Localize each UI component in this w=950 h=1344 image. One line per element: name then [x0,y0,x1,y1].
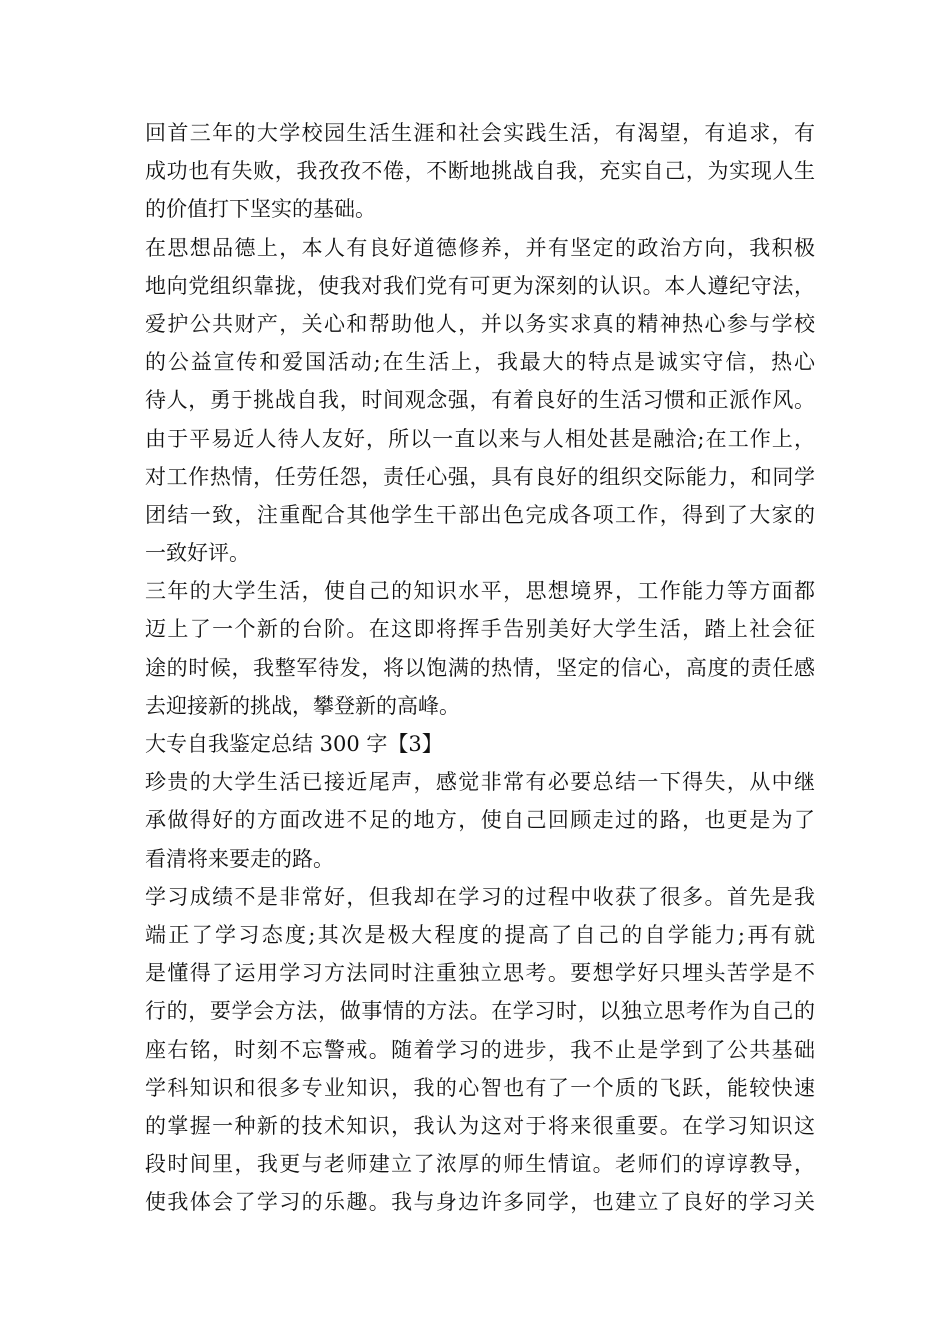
text-line: 的价值打下坚实的基础。 [145,197,376,222]
text-line: 看清将来要走的路。 [145,846,334,871]
text-line: 一致好评。 [145,541,250,566]
text-line: 对工作热情，任劳任怨，责任心强，具有良好的组织交际能力，和同学 [145,464,815,489]
section-heading: 大专自我鉴定总结 300 字【3】 [145,732,443,756]
text-line: 的公益宣传和爱国活动;在生活上，我最大的特点是诚实守信，热心 [145,350,815,375]
text-line: 学科知识和很多专业知识，我的心智也有了一个质的飞跃，能较快速 [145,1075,815,1100]
text-line: 成功也有失败，我孜孜不倦，不断地挑战自我，充实自己，为实现人生 [145,159,815,184]
document-body [145,114,815,1221]
text-line: 三年的大学生活，使自己的知识水平，思想境界，工作能力等方面都 [145,579,815,604]
text-line: 是懂得了运用学习方法同时注重独立思考。要想学好只埋头苦学是不 [145,961,815,986]
text-line: 珍贵的大学生活已接近尾声，感觉非常有必要总结一下得失，从中继 [145,770,815,795]
text-line: 承做得好的方面改进不足的地方，使自己回顾走过的路，也更是为了 [145,808,815,833]
text-line: 端正了学习态度;其次是极大程度的提高了自己的自学能力;再有就 [145,922,815,947]
text-line: 爱护公共财产，关心和帮助他人，并以务实求真的精神热心参与学校 [145,311,815,336]
text-line: 行的，要学会方法，做事情的方法。在学习时，以独立思考作为自己的 [145,999,815,1024]
text-line: 的掌握一种新的技术知识，我认为这对于将来很重要。在学习知识这 [145,1113,815,1138]
text-line: 由于平易近人待人友好，所以一直以来与人相处甚是融洽;在工作上， [145,426,815,451]
text-line: 待人，勇于挑战自我，时间观念强，有着良好的生活习惯和正派作风。 [145,388,815,413]
text-line: 座右铭，时刻不忘警戒。随着学习的进步，我不止是学到了公共基础 [145,1037,815,1062]
text-line: 去迎接新的挑战，攀登新的高峰。 [145,693,460,718]
text-line: 学习成绩不是非常好，但我却在学习的过程中收获了很多。首先是我 [145,884,815,909]
text-line: 回首三年的大学校园生活生涯和社会实践生活，有渴望，有追求，有 [145,121,815,145]
text-line: 段时间里，我更与老师建立了浓厚的师生情谊。老师们的谆谆教导， [145,1152,815,1177]
text-line: 在思想品德上，本人有良好道德修养，并有坚定的政治方向，我积极 [145,235,815,260]
text-line: 迈上了一个新的台阶。在这即将挥手告别美好大学生活，踏上社会征 [145,617,815,642]
text-line: 地向党组织靠拢，使我对我们党有可更为深刻的认识。本人遵纪守法， [145,273,815,298]
text-line: 途的时候，我整军待发，将以饱满的热情，坚定的信心，高度的责任感 [145,655,815,680]
text-line: 团结一致，注重配合其他学生干部出色完成各项工作，得到了大家的 [145,502,815,527]
text-line: 使我体会了学习的乐趣。我与身边许多同学，也建立了良好的学习关 [145,1190,815,1215]
